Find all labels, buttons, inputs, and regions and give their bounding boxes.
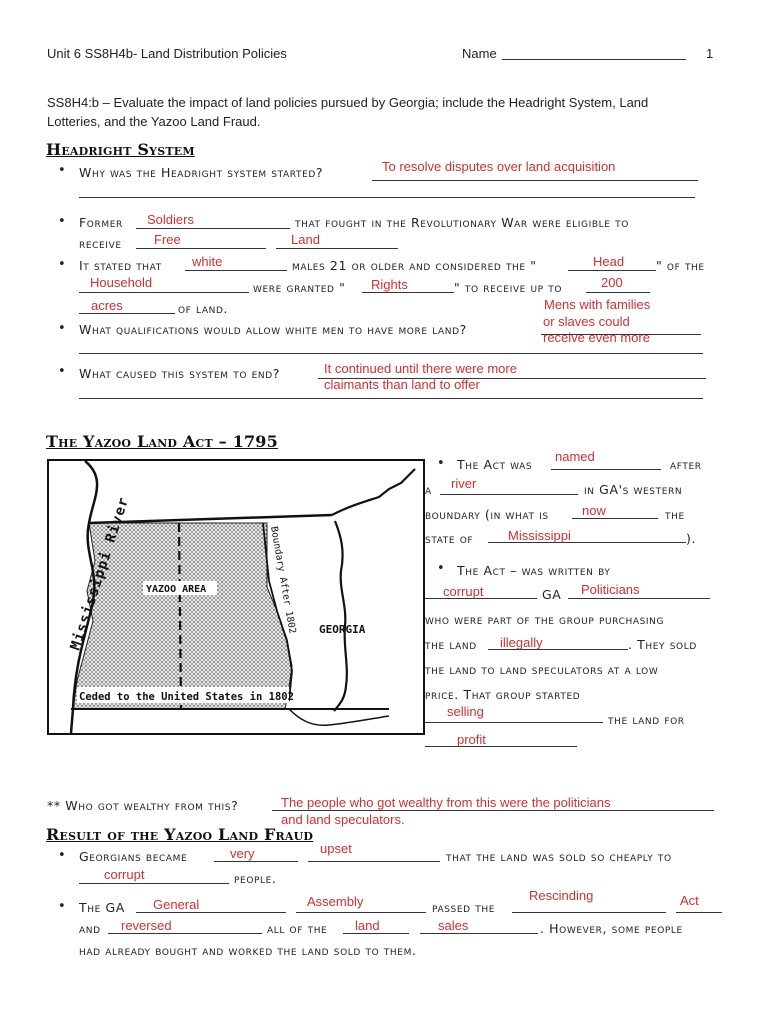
yazoo-answer-corrupt: corrupt <box>443 584 484 599</box>
result-answer-general: General <box>153 897 200 912</box>
q1-answer-blank[interactable] <box>372 180 698 181</box>
headright-q3-f: of land. <box>178 301 229 316</box>
map-label-mississippi-river: Mississippi River <box>67 494 133 653</box>
yazoo-s1-g: state of <box>425 531 474 546</box>
wealthy-answer-line1: The people who got wealthy from this were the politicians <box>281 795 611 810</box>
headright-q1: Why was the Headright system started? <box>79 165 324 180</box>
yazoo-map-drawing <box>49 461 423 733</box>
q3-blank-rights[interactable] <box>362 292 454 293</box>
q4-answer-line1: Mens with families <box>544 297 651 312</box>
yazoo-s2-g: price. That group started <box>425 687 581 702</box>
result-answer-assembly: Assembly <box>307 894 364 909</box>
bullet: • <box>58 163 66 178</box>
result-r2-a: The GA <box>79 900 125 915</box>
result-blank-upset[interactable] <box>308 861 440 862</box>
result-blank-very[interactable] <box>214 861 298 862</box>
page-number: 1 <box>706 46 714 61</box>
gulf-coast-line <box>289 709 389 725</box>
yazoo-answer-profit: profit <box>457 732 486 747</box>
yazoo-blank-selling[interactable] <box>425 722 603 723</box>
result-answer-reversed: reversed <box>121 918 172 933</box>
result-blank-land[interactable] <box>343 933 409 934</box>
q4-answer-line2: or slaves could <box>543 314 630 329</box>
standard-code: SS8H4:b <box>47 95 100 110</box>
yazoo-section-title: The Yazoo Land Act – 1795 <box>46 432 278 451</box>
yazoo-answer-now: now <box>582 503 606 518</box>
name-field[interactable] <box>502 59 686 60</box>
yazoo-answer-politicians: Politicians <box>581 582 640 597</box>
q2-answer-soldiers: Soldiers <box>147 212 194 227</box>
map-label-ceded: Ceded to the United States in 1802 <box>79 691 294 703</box>
headright-q2-c: receive <box>79 236 122 251</box>
wealthy-answer-line2: and land speculators. <box>281 812 405 827</box>
yazoo-answer-river: river <box>451 476 477 491</box>
standard-text-line1: – Evaluate the impact of land policies pursued by Georgia; include the Headright System, Land <box>99 95 649 110</box>
map-label-georgia: GEORGIA <box>319 623 366 636</box>
result-blank-corrupt[interactable] <box>79 883 229 884</box>
yazoo-s2-d: the land <box>425 637 477 652</box>
bullet: • <box>58 848 66 863</box>
q2-blank3[interactable] <box>276 248 398 249</box>
headright-q2-b: that fought in the Revolutionary War were eligible to <box>295 215 629 230</box>
standard-statement <box>47 93 727 131</box>
result-answer-land: land <box>355 918 380 933</box>
q5-answer-line1: It continued until there were more <box>324 361 517 376</box>
yazoo-s1-f: the <box>665 507 685 522</box>
q2-answer-land: Land <box>291 232 320 247</box>
map-label-yazoo-area: YAZOO AREA <box>146 584 207 595</box>
result-r2-b: passed the <box>432 900 495 915</box>
q3-answer-head: Head <box>593 254 625 269</box>
q2-blank1[interactable] <box>136 228 290 229</box>
q4-answer-line-b[interactable] <box>79 353 703 354</box>
bullet: • <box>58 257 66 272</box>
standard-text-line2: Lotteries, and the Yazoo Land Fraud. <box>47 114 261 129</box>
result-answer-act: Act <box>680 893 699 908</box>
yazoo-answer-mississippi: Mississippi <box>508 528 571 543</box>
result-r2-d: all of the <box>267 921 328 936</box>
yazoo-s1-d: in GA's western <box>584 482 683 497</box>
result-r2-e: . However, some people <box>540 921 683 936</box>
bullet: • <box>437 561 445 576</box>
yazoo-s2-e: . They sold <box>628 637 697 652</box>
q3-answer-acres: acres <box>91 298 123 313</box>
result-answer-upset: upset <box>320 841 352 856</box>
bullet: • <box>58 364 66 379</box>
result-r1-b: that the land was sold so cheaply to <box>446 849 672 864</box>
yazoo-blank-river[interactable] <box>440 494 578 495</box>
q1-answer-line2[interactable] <box>79 197 695 198</box>
q5-answer-line-b[interactable] <box>79 398 703 399</box>
yazoo-s2-b: GA <box>542 587 562 602</box>
headright-q3-b: males 21 or older and considered the " <box>292 258 537 273</box>
wealthy-question: ** Who got wealthy from this? <box>47 798 239 813</box>
yazoo-s1-b: after <box>670 457 702 472</box>
q3-blank-acres[interactable] <box>79 313 175 314</box>
q3-blank-200[interactable] <box>586 292 650 293</box>
yazoo-s2-h: the land for <box>608 712 685 727</box>
yazoo-s2-c: who were part of the group purchasing <box>425 612 665 627</box>
result-blank-sales[interactable] <box>420 933 538 934</box>
bullet: • <box>437 456 445 471</box>
yazoo-s1-h: ). <box>686 531 697 546</box>
headright-q3-c: " of the <box>656 258 705 273</box>
q3-answer-household: Household <box>90 275 153 290</box>
result-blank-reversed[interactable] <box>108 933 262 934</box>
georgia-east-boundary <box>332 469 415 711</box>
headright-q3-a: It stated that <box>79 258 162 273</box>
yazoo-s1-e: boundary (in what is <box>425 507 549 522</box>
headright-q2-a: Former <box>79 215 123 230</box>
yazoo-blank-profit[interactable] <box>425 746 577 747</box>
q5-answer-line2: claimants than land to offer <box>324 377 480 392</box>
headright-q3-e: " to receive up to <box>454 280 563 295</box>
q2-blank2[interactable] <box>136 248 266 249</box>
yazoo-answer-named: named <box>555 449 595 464</box>
yazoo-s1-c: a <box>425 482 432 497</box>
headright-section-title: Headright System <box>46 140 195 159</box>
headright-q5: What caused this system to end? <box>79 366 280 381</box>
result-blank-assembly[interactable] <box>296 912 426 913</box>
result-r1-a: Georgians became <box>79 849 188 864</box>
unit-title: Unit 6 SS8H4b- Land Distribution Policies <box>47 46 287 61</box>
bullet: • <box>58 321 66 336</box>
map-label-boundary-1802: Boundary After 1802 <box>268 525 298 635</box>
yazoo-s1-a: The Act was <box>457 457 533 472</box>
yazoo-blank-politicians[interactable] <box>568 598 710 599</box>
bullet: • <box>58 899 66 914</box>
result-answer-sales: sales <box>438 918 469 933</box>
bullet: • <box>58 214 66 229</box>
q3-answer-200: 200 <box>601 275 623 290</box>
q3-blank-white[interactable] <box>185 270 287 271</box>
q3-answer-white: white <box>192 254 223 269</box>
result-r2-f: had already bought and worked the land sold to them. <box>79 943 417 958</box>
q1-answer: To resolve disputes over land acquisition <box>382 159 616 174</box>
result-blank-act[interactable] <box>676 912 722 913</box>
result-section-title: Result of the Yazoo Land Fraud <box>46 825 314 844</box>
yazoo-s2-f: the land to land speculators at a low <box>425 662 659 677</box>
q3-answer-rights: Rights <box>371 277 408 292</box>
yazoo-answer-selling: selling <box>447 704 484 719</box>
result-answer-rescinding: Rescinding <box>529 888 594 903</box>
yazoo-blank-now[interactable] <box>572 518 658 519</box>
yazoo-map <box>47 459 425 735</box>
yazoo-blank-named[interactable] <box>551 469 661 470</box>
wealthy-answer-blank[interactable] <box>272 810 714 811</box>
result-answer-corrupt: corrupt <box>104 867 145 882</box>
result-blank-rescinding[interactable] <box>512 912 666 913</box>
q4-answer-line3: receive even more <box>543 330 650 345</box>
result-r1-c: people. <box>234 871 277 886</box>
headright-q3-d: were granted " <box>253 280 346 295</box>
q3-blank-household[interactable] <box>79 292 249 293</box>
result-blank-general[interactable] <box>136 912 286 913</box>
yazoo-answer-illegally: illegally <box>500 635 543 650</box>
q2-answer-free: Free <box>154 232 181 247</box>
name-label: Name <box>462 46 497 61</box>
result-r2-c: and <box>79 921 101 936</box>
result-answer-very: very <box>230 846 255 861</box>
yazoo-s2-a: The Act – was written by <box>457 563 611 578</box>
headright-q4: What qualifications would allow white men to have more land? <box>79 322 467 337</box>
q3-blank-head[interactable] <box>568 270 656 271</box>
